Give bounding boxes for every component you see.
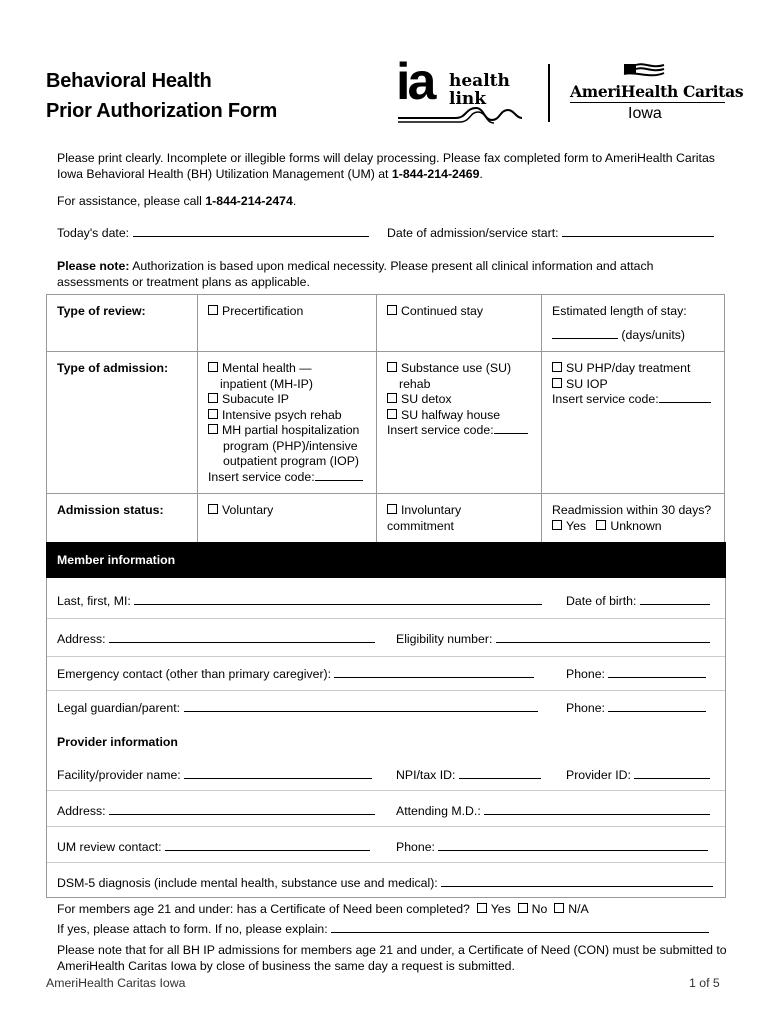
ia-logo-mark: ia bbox=[396, 53, 434, 111]
divider bbox=[47, 690, 725, 691]
page-title bbox=[46, 66, 277, 126]
intro-paragraph bbox=[57, 150, 737, 182]
field-label: Last, first, MI: bbox=[57, 594, 131, 608]
amerihealth-caritas-logo bbox=[566, 62, 744, 126]
intro-line-1: Please print clearly. Incomplete or illegible forms will delay processing. Please fax completed form to AmeriHealth Caritas bbox=[57, 151, 715, 165]
member-address-input[interactable] bbox=[109, 632, 375, 643]
service-code-1 bbox=[208, 470, 366, 486]
checkbox[interactable] bbox=[208, 362, 218, 372]
checkbox[interactable] bbox=[387, 305, 397, 315]
attending-input[interactable] bbox=[484, 804, 710, 815]
member-address-field bbox=[57, 632, 375, 646]
option-subacute-ip[interactable] bbox=[208, 392, 366, 408]
option-label: Mental health — bbox=[222, 361, 312, 375]
field-label: Address: bbox=[57, 632, 106, 646]
service-code-input[interactable] bbox=[659, 392, 711, 403]
assistance-phone: 1-844-214-2474 bbox=[205, 194, 293, 208]
option-label: MH partial hospitalization bbox=[222, 423, 360, 437]
checkbox-yes[interactable] bbox=[552, 520, 562, 530]
continued-stay-option[interactable] bbox=[377, 295, 542, 352]
admission-date-label: Date of admission/service start: bbox=[387, 226, 559, 240]
checkbox-unknown[interactable] bbox=[596, 520, 606, 530]
footer-org: AmeriHealth Caritas Iowa bbox=[46, 976, 186, 990]
option-intensive-psych-rehab[interactable] bbox=[208, 408, 366, 424]
field-label: DSM-5 diagnosis (include mental health, substance use and medical): bbox=[57, 876, 438, 890]
todays-date-label: Today's date: bbox=[57, 226, 130, 240]
con-yes-label: Yes bbox=[490, 902, 511, 916]
con-note-line-1: Please note that for all BH IP admissions for members age 21 and under, a Certificate of Need (CON) must be submitted to bbox=[57, 943, 727, 957]
npi-field bbox=[396, 768, 541, 782]
option-su-halfway-house[interactable] bbox=[387, 408, 531, 424]
service-code-input[interactable] bbox=[494, 423, 528, 434]
provider-info-heading: Provider information bbox=[57, 735, 178, 749]
guardian-phone-field bbox=[566, 701, 706, 715]
guardian-phone-input[interactable] bbox=[608, 701, 706, 712]
option-label: SU PHP/day treatment bbox=[566, 361, 691, 375]
field-label: Date of birth: bbox=[566, 594, 637, 608]
divider bbox=[47, 656, 725, 657]
flag-icon bbox=[622, 62, 666, 80]
um-contact-field bbox=[57, 840, 370, 854]
dsm-diagnosis-input[interactable] bbox=[441, 876, 713, 887]
checkbox-no[interactable] bbox=[518, 903, 528, 913]
checkbox[interactable] bbox=[387, 393, 397, 403]
ia-health-link-logo bbox=[396, 53, 536, 124]
service-code-label: Insert service code: bbox=[552, 392, 659, 406]
review-admission-table bbox=[46, 294, 725, 548]
checkbox[interactable] bbox=[387, 362, 397, 372]
admission-type-label: Type of admission: bbox=[47, 352, 198, 494]
page-number: 1 of 5 bbox=[689, 976, 720, 990]
note-text-1: Authorization is based upon medical necessity. Please present all clinical information and attach bbox=[129, 259, 654, 273]
readmission-question: Readmission within 30 days? bbox=[552, 503, 712, 517]
field-label: Address: bbox=[57, 804, 106, 818]
field-label: Phone: bbox=[566, 701, 605, 715]
field-label: If yes, please attach to form. If no, please explain: bbox=[57, 922, 328, 936]
member-name-field bbox=[57, 594, 542, 608]
option-label: Substance use (SU) bbox=[401, 361, 512, 375]
field-label: Eligibility number: bbox=[396, 632, 493, 646]
service-code-3 bbox=[552, 392, 714, 408]
emergency-contact-input[interactable] bbox=[334, 667, 534, 678]
authorization-note bbox=[57, 258, 737, 290]
provider-address-input[interactable] bbox=[109, 804, 375, 815]
checkbox[interactable] bbox=[552, 378, 562, 388]
option-su-iop[interactable] bbox=[552, 377, 714, 393]
admission-type-row bbox=[47, 352, 725, 494]
readmission-unknown-label: Unknown bbox=[610, 518, 662, 533]
option-label: Involuntary bbox=[401, 503, 462, 517]
emergency-phone-field bbox=[566, 667, 706, 681]
divider bbox=[47, 790, 725, 791]
con-question-text: For members age 21 and under: has a Certificate of Need been completed? bbox=[57, 902, 470, 916]
divider bbox=[47, 862, 725, 863]
con-question bbox=[57, 902, 589, 916]
field-label: Facility/provider name: bbox=[57, 768, 181, 782]
option-mh-ip-cont: inpatient (MH-IP) bbox=[220, 376, 313, 391]
field-label: Provider ID: bbox=[566, 768, 631, 782]
service-code-input[interactable] bbox=[315, 470, 363, 481]
member-info-header: Member information bbox=[46, 542, 726, 578]
review-row bbox=[47, 295, 725, 352]
admission-date-input[interactable] bbox=[562, 226, 714, 237]
member-name-input[interactable] bbox=[134, 594, 542, 605]
con-note-line-2: AmeriHealth Caritas Iowa by close of business the same day a request is submitted. bbox=[57, 959, 515, 973]
option-label: Voluntary bbox=[222, 503, 274, 517]
fax-number: 1-844-214-2469 bbox=[391, 167, 480, 181]
field-label: Attending M.D.: bbox=[396, 804, 481, 818]
length-of-stay-label: Estimated length of stay: bbox=[552, 304, 687, 318]
checkbox-na[interactable] bbox=[554, 903, 564, 913]
um-contact-input[interactable] bbox=[165, 840, 370, 851]
option-label: SU detox bbox=[401, 392, 452, 406]
divider bbox=[47, 618, 725, 619]
readmission-options bbox=[552, 519, 714, 535]
dob-input[interactable] bbox=[640, 594, 710, 605]
note-line-2: assessments or treatment plans as applicable. bbox=[57, 275, 310, 289]
service-code-label: Insert service code: bbox=[208, 469, 315, 484]
note-line-1 bbox=[57, 258, 737, 274]
service-code-label: Insert service code: bbox=[387, 423, 494, 437]
intro-line-2-end: . bbox=[479, 167, 483, 181]
review-label: Type of review: bbox=[47, 295, 198, 352]
amerihealth-logo-name: AmeriHealth Caritas bbox=[570, 82, 744, 101]
con-na-label: N/A bbox=[568, 902, 589, 916]
option-mh-ip[interactable] bbox=[208, 361, 366, 377]
voluntary-option[interactable] bbox=[198, 494, 377, 548]
todays-date-input[interactable] bbox=[133, 226, 369, 237]
attending-field bbox=[396, 804, 710, 818]
readmission-yes-label: Yes bbox=[566, 518, 587, 533]
provider-id-field bbox=[566, 768, 710, 782]
eligibility-field bbox=[396, 632, 710, 646]
checkbox[interactable] bbox=[387, 409, 397, 419]
provider-id-input[interactable] bbox=[634, 768, 710, 779]
provider-address-field bbox=[57, 804, 375, 818]
option-label: SU halfway house bbox=[401, 407, 501, 422]
involuntary-option[interactable] bbox=[377, 494, 542, 548]
field-label: Emergency contact (other than primary caregiver): bbox=[57, 667, 332, 681]
dob-field bbox=[566, 594, 710, 608]
title-line-1: Behavioral Health bbox=[46, 70, 212, 92]
checkbox[interactable] bbox=[208, 504, 218, 514]
emergency-phone-input[interactable] bbox=[608, 667, 706, 678]
field-label: Legal guardian/parent: bbox=[57, 701, 181, 715]
checkbox-yes[interactable] bbox=[477, 903, 487, 913]
assistance-text: For assistance, please call bbox=[57, 194, 206, 208]
length-of-stay-input[interactable] bbox=[552, 328, 618, 339]
facility-field bbox=[57, 768, 372, 782]
option-label: Subacute IP bbox=[222, 392, 289, 406]
facility-input[interactable] bbox=[184, 768, 372, 779]
provider-phone-input[interactable] bbox=[438, 840, 708, 851]
length-of-stay-entry bbox=[552, 328, 714, 344]
amerihealth-logo-region: Iowa bbox=[628, 105, 662, 122]
field-label: UM review contact: bbox=[57, 840, 162, 854]
field-label: NPI/tax ID: bbox=[396, 768, 456, 782]
logo-divider bbox=[548, 64, 550, 122]
option-label: Continued stay bbox=[401, 304, 484, 318]
checkbox[interactable] bbox=[208, 424, 218, 434]
provider-phone-field bbox=[396, 840, 708, 854]
checkbox[interactable] bbox=[208, 409, 218, 419]
con-no-label: No bbox=[531, 902, 548, 916]
dsm-diagnosis-field bbox=[57, 876, 713, 890]
service-code-2 bbox=[387, 423, 531, 439]
guardian-field bbox=[57, 701, 538, 715]
emergency-contact-field bbox=[57, 667, 534, 681]
divider bbox=[47, 826, 725, 827]
ia-logo-swoosh-icon bbox=[396, 106, 531, 124]
length-of-stay-cell bbox=[542, 295, 725, 352]
admission-type-col-2 bbox=[377, 352, 542, 494]
length-units: (days/units) bbox=[621, 327, 685, 342]
assistance-line bbox=[57, 193, 296, 209]
checkbox[interactable] bbox=[208, 305, 218, 315]
guardian-input[interactable] bbox=[184, 701, 538, 712]
intro-line-2 bbox=[57, 166, 737, 182]
con-explain-field bbox=[57, 922, 709, 936]
con-explain-input[interactable] bbox=[331, 922, 709, 933]
option-label: Precertification bbox=[222, 304, 304, 318]
ia-logo-word-link: link bbox=[449, 89, 487, 109]
option-mh-php-iop[interactable] bbox=[208, 423, 366, 439]
admission-date-field bbox=[387, 226, 714, 240]
intro-line-2-text: Iowa Behavioral Health (BH) Utilization Management (UM) at bbox=[57, 167, 392, 181]
option-su-php[interactable] bbox=[552, 361, 714, 377]
field-label: Phone: bbox=[566, 667, 605, 681]
con-note bbox=[57, 942, 747, 974]
admission-type-col-3 bbox=[542, 352, 725, 494]
amerihealth-logo-rule bbox=[570, 102, 725, 103]
eligibility-input[interactable] bbox=[496, 632, 710, 643]
precertification-option[interactable] bbox=[198, 295, 377, 352]
option-su-rehab-cont: rehab bbox=[399, 376, 431, 391]
option-su-detox[interactable] bbox=[387, 392, 531, 408]
option-mh-php-iop-cont-1: program (PHP)/intensive bbox=[223, 438, 358, 453]
checkbox[interactable] bbox=[208, 393, 218, 403]
title-line-2: Prior Authorization Form bbox=[46, 100, 278, 122]
note-label: Please note: bbox=[57, 259, 130, 273]
option-label: SU IOP bbox=[566, 376, 608, 391]
assistance-end: . bbox=[292, 194, 297, 208]
option-mh-php-iop-cont-2: outpatient program (IOP) bbox=[223, 454, 360, 468]
option-su-rehab[interactable] bbox=[387, 361, 531, 377]
field-label: Phone: bbox=[396, 840, 435, 854]
checkbox[interactable] bbox=[387, 504, 397, 514]
option-label: Intensive psych rehab bbox=[222, 407, 342, 422]
admission-status-row bbox=[47, 494, 725, 548]
ia-logo-word-health: health bbox=[449, 71, 510, 91]
npi-input[interactable] bbox=[459, 768, 541, 779]
admission-status-label: Admission status: bbox=[47, 494, 198, 548]
readmission-cell bbox=[542, 494, 725, 548]
option-label-cont: commitment bbox=[387, 518, 454, 533]
admission-type-col-1 bbox=[198, 352, 377, 494]
todays-date-field bbox=[57, 226, 369, 240]
checkbox[interactable] bbox=[552, 362, 562, 372]
